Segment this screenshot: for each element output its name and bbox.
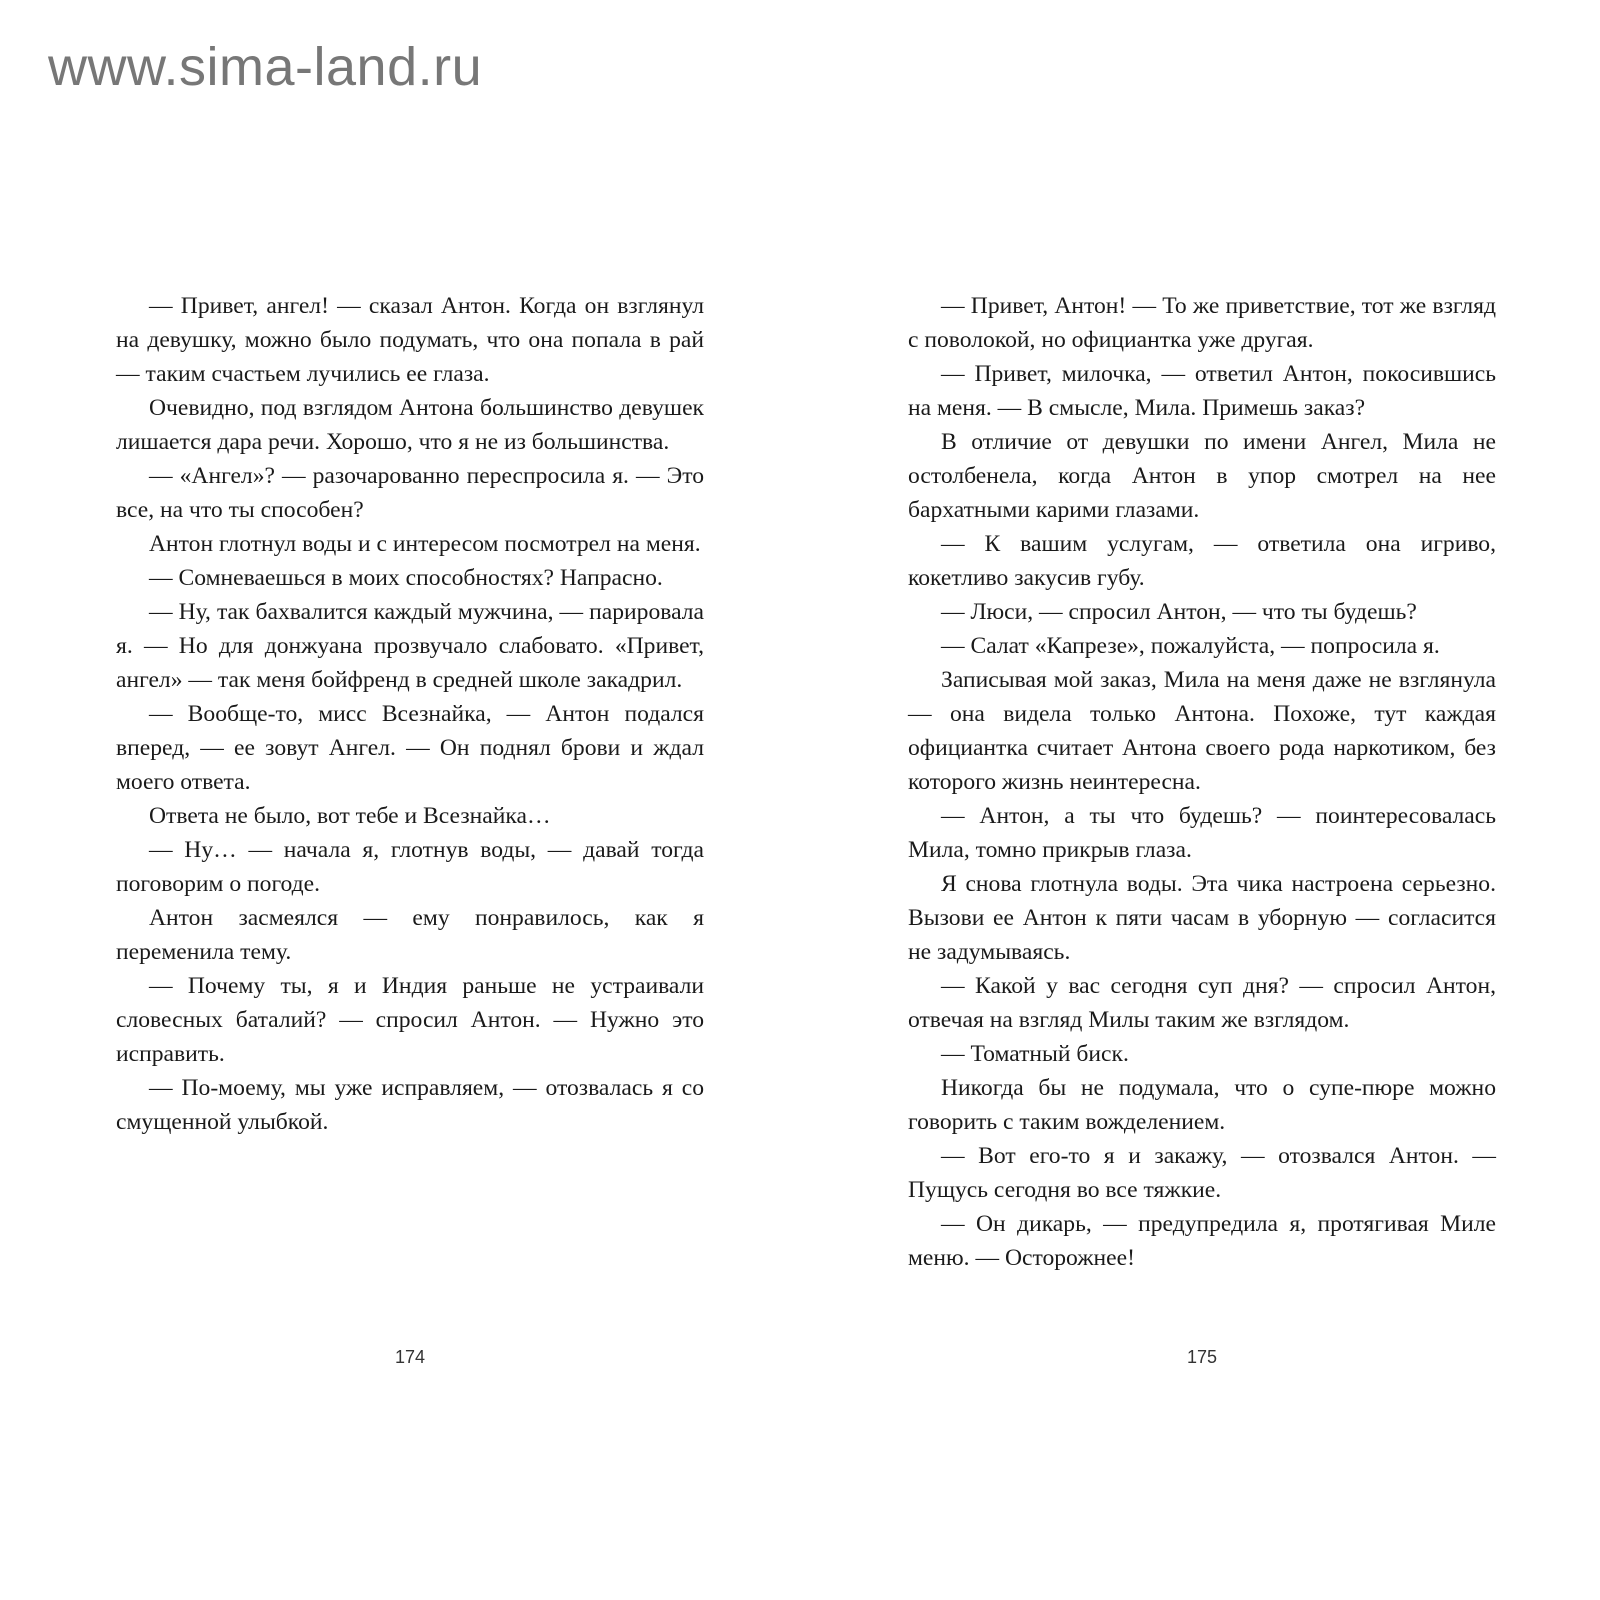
paragraph: — Антон, а ты что будешь? — поинтересовалась Мила, томно прикрыв глаза. <box>908 803 1496 863</box>
paragraph: Записывая мой заказ, Мила на меня даже не взглянула — она видела только Антона. Похоже, тут каждая официантка считает Антона своего рода наркотиком, без которого жизнь неинтересна. <box>908 667 1496 795</box>
paragraph: Ответа не было, вот тебе и Всезнайка… <box>149 803 551 829</box>
right-page <box>908 289 1496 1275</box>
paragraph: — Привет, ангел! — сказал Антон. Когда он взглянул на девушку, можно было подумать, что она попала в рай — таким счастьем лучились ее глаза. <box>116 293 704 387</box>
paragraph: — По-моему, мы уже исправляем, — отозвалась я со смущенной улыбкой. <box>116 1075 704 1135</box>
paragraph: — Какой у вас сегодня суп дня? — спросил Антон, отвечая на взгляд Милы таким же взглядом. <box>908 973 1496 1033</box>
page-number-right: 175 <box>1186 1347 1218 1367</box>
paragraph: — Привет, милочка, — ответил Антон, покосившись на меня. — В смысле, Мила. Примешь заказ? <box>908 361 1496 421</box>
paragraph: Я снова глотнула воды. Эта чика настроена серьезно. Вызови ее Антон к пяти часам в уборную — согласится не задумываясь. <box>908 871 1496 965</box>
paragraph: — Ну, так бахвалится каждый мужчина, — парировала я. — Но для донжуана прозвучало слабовато. «Привет, ангел» — так меня бойфренд в средней школе закадрил. <box>116 599 704 693</box>
paragraph: — Салат «Капрезе», пожалуйста, — попросила я. <box>941 633 1440 659</box>
page-number-left: 174 <box>394 1347 426 1367</box>
paragraph: Антон засмеялся — ему понравилось, как я переменила тему. <box>116 905 704 965</box>
paragraph: — Он дикарь, — предупредила я, протягивая Миле меню. — Осторожнее! <box>908 1211 1496 1271</box>
paragraph: Очевидно, под взглядом Антона большинство девушек лишается дара речи. Хорошо, что я не из большинства. <box>116 395 704 455</box>
paragraph: — Почему ты, я и Индия раньше не устраивали словесных баталий? — спросил Антон. — Нужно это исправить. <box>116 973 704 1067</box>
paragraph: — Вообще-то, мисс Всезнайка, — Антон подался вперед, — ее зовут Ангел. — Он поднял брови и ждал моего ответа. <box>116 701 704 795</box>
paragraph: Антон глотнул воды и с интересом посмотрел на меня. <box>149 531 701 557</box>
paragraph: — Вот его-то я и закажу, — отозвался Антон. — Пущусь сегодня во все тяжкие. <box>908 1143 1496 1203</box>
paragraph: — Привет, Антон! — То же приветствие, тот же взгляд с поволокой, но официантка уже другая. <box>908 293 1496 353</box>
left-page <box>116 289 704 1139</box>
paragraph: — Сомневаешься в моих способностях? Напрасно. <box>149 565 663 591</box>
paragraph: — К вашим услугам, — ответила она игриво, кокетливо закусив губу. <box>908 531 1496 591</box>
paragraph: Никогда бы не подумала, что о супе-пюре можно говорить с таким вожделением. <box>908 1075 1496 1135</box>
paragraph: В отличие от девушки по имени Ангел, Мила не остолбенела, когда Антон в упор смотрел на нее бархатными карими глазами. <box>908 429 1496 523</box>
paragraph: — Люси, — спросил Антон, — что ты будешь? <box>941 599 1417 625</box>
paragraph: — Ну… — начала я, глотнув воды, — давай тогда поговорим о погоде. <box>116 837 704 897</box>
paragraph: — Томатный биск. <box>941 1041 1129 1067</box>
paragraph: — «Ангел»? — разочарованно переспросила я. — Это все, на что ты способен? <box>116 463 704 523</box>
watermark: www.sima-land.ru <box>48 37 483 97</box>
